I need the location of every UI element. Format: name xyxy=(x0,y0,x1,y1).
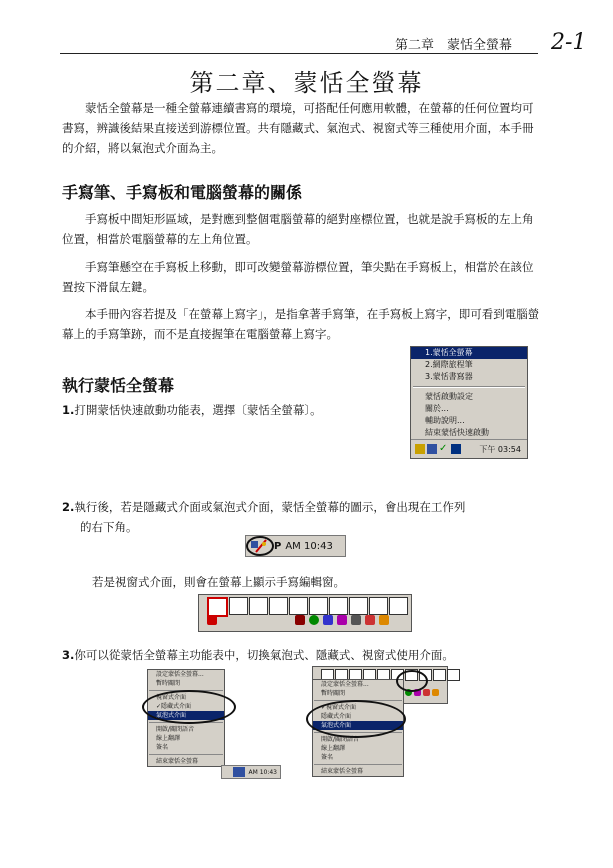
step-3-text: 你可以從蒙恬全螢幕主功能表中，切換氣泡式、隱藏式、視窗式使用介面。 xyxy=(74,648,454,662)
intro-paragraph: 蒙恬全螢幕是一種全螢幕連續書寫的環境，可搭配任何應用軟體，在螢幕的任何位置均可書寫，辨識後結果直接送到游標位置。共有隱藏式、氣泡式、視窗式等三種使用介面，本手冊的介紹，將以氣泡式介面為主。 xyxy=(62,101,534,155)
menu-item-hidden-mode[interactable]: 隱藏式介面 xyxy=(321,713,352,720)
system-tray xyxy=(411,439,527,458)
paragraph-pen-hover: 手寫筆懸空在手寫板上移動，即可改變螢幕游標位置，筆尖點在手寫板上，相當於在該位置按下滑鼠左鍵。 xyxy=(62,260,534,294)
writing-cell[interactable] xyxy=(369,597,388,615)
translate-icon[interactable] xyxy=(365,615,375,625)
quick-launch-menu xyxy=(410,346,528,459)
menu-item-window-mode[interactable]: 視窗式介面 xyxy=(156,694,187,701)
menu-item-voice[interactable]: 開啟/關閉語音 xyxy=(321,736,360,743)
paragraph-writing-on-screen: 本手冊內容若提及「在螢幕上寫字」，是指拿著手寫筆，在手寫板上寫字，即可看到電腦螢幕上的手寫筆跡，而不是直接握筆在電腦螢幕上寫字。 xyxy=(62,307,540,341)
settings-icon[interactable] xyxy=(432,689,439,696)
menu-separator xyxy=(413,386,525,388)
running-header-chapter: 第二章 蒙恬全螢幕 xyxy=(395,38,513,53)
page-number: 2-1 xyxy=(551,30,587,55)
section-heading-run: 執行蒙恬全螢幕 xyxy=(62,376,175,395)
window-toolbar xyxy=(207,615,389,625)
writing-cell[interactable] xyxy=(329,597,348,615)
writing-cell[interactable] xyxy=(229,597,248,615)
menu-item-web-pen[interactable]: 2.網際旅程筆 xyxy=(425,360,473,369)
writing-cell[interactable] xyxy=(447,669,460,681)
highlight-ellipse xyxy=(142,690,236,724)
writing-cell[interactable] xyxy=(289,597,308,615)
menu-item-translate[interactable]: 線上翻譯 xyxy=(321,745,346,752)
menu-item-pause[interactable]: 暫時關閉 xyxy=(156,680,181,687)
writing-cell[interactable] xyxy=(433,669,446,681)
menu-item-pause[interactable]: 暫時關閉 xyxy=(321,690,346,697)
stamp-icon[interactable] xyxy=(295,615,305,625)
header-rule xyxy=(60,53,538,54)
menu-separator xyxy=(149,754,223,755)
step-1-number: 1. xyxy=(62,403,75,417)
handwriting-edit-window xyxy=(198,594,412,632)
globe-icon[interactable] xyxy=(309,615,319,625)
menu-item-window-mode[interactable]: ✓視窗式介面 xyxy=(321,704,357,711)
menu-item-hidden-mode[interactable]: ✓隱藏式介面 xyxy=(156,703,192,710)
writing-cell[interactable] xyxy=(389,597,408,615)
translate-icon[interactable] xyxy=(423,689,430,696)
tray-time-small: AM 10:43 xyxy=(285,540,333,552)
highlight-ellipse xyxy=(306,700,406,738)
menu-separator xyxy=(314,764,402,765)
step-1-text: 打開蒙恬快速啟動功能表，選擇〔蒙恬全螢幕〕。 xyxy=(74,403,322,417)
step-3-number: 3. xyxy=(62,648,75,662)
tray-time-a: AM 10:43 xyxy=(248,768,277,776)
writing-cell[interactable] xyxy=(269,597,288,615)
taskbar-tray xyxy=(245,535,346,557)
pen-icon[interactable] xyxy=(323,615,333,625)
menu-item-exit-quick-launch[interactable]: 結束蒙恬快速啟動 xyxy=(425,428,489,437)
menu-item-help[interactable]: 輔助說明... xyxy=(425,416,465,425)
menu-item-voice[interactable]: 開啟/關閉語音 xyxy=(156,726,195,733)
writing-cell[interactable] xyxy=(207,597,228,617)
tray-clock: 下午 03:54 xyxy=(479,444,521,454)
step-2-line2: 的右下角。 xyxy=(80,520,138,534)
settings-icon[interactable] xyxy=(379,615,389,625)
menu-item-exit[interactable]: 結束蒙恬全螢幕 xyxy=(156,758,199,765)
menu-item-writer[interactable]: 3.蒙恬書寫器 xyxy=(425,372,473,381)
step-2-text-line1: 執行後，若是隱藏式介面或氣泡式介面，蒙恬全螢幕的圖示，會出現在工作列 xyxy=(74,500,466,514)
up-arrow-icon[interactable] xyxy=(207,615,217,625)
writing-cell[interactable] xyxy=(349,597,368,615)
step-2 xyxy=(62,497,465,517)
highlight-ellipse-small xyxy=(396,670,428,692)
menu-item-exit[interactable]: 結束蒙恬全螢幕 xyxy=(321,768,364,775)
section-heading-pen-tablet: 手寫筆、手寫板和電腦螢幕的關係 xyxy=(62,183,303,202)
signature-icon[interactable] xyxy=(337,615,347,625)
step-3 xyxy=(62,645,454,665)
writing-cell[interactable] xyxy=(309,597,328,615)
menu-item-translate[interactable]: 線上翻譯 xyxy=(156,735,181,742)
writing-cell[interactable] xyxy=(249,597,268,615)
menu-item-settings[interactable]: 設定蒙恬全螢幕... xyxy=(321,681,369,688)
menu-item-about[interactable]: 關於... xyxy=(425,404,449,413)
writing-cells xyxy=(207,597,409,617)
check-icon[interactable]: ✓ xyxy=(439,443,448,454)
step-1 xyxy=(62,400,322,420)
tray-letter: P xyxy=(274,540,282,552)
edit-icon[interactable] xyxy=(351,615,361,625)
input-method-icon[interactable] xyxy=(451,444,461,454)
penpower-icon[interactable] xyxy=(427,444,437,454)
paragraph-tablet-area: 手寫板中間矩形區域，是對應到整個電腦螢幕的絕對座標位置，也就是說手寫板的左上角位置，相當於電腦螢幕的左上角位置。 xyxy=(62,212,534,246)
menu-item-signature[interactable]: 簽名 xyxy=(156,744,169,751)
penpower-bubble-icon[interactable] xyxy=(246,536,274,556)
menu-item-bubble-mode[interactable]: 氣泡式介面 xyxy=(313,721,403,730)
menu-item-fullscreen[interactable]: 1.蒙恬全螢幕 xyxy=(411,347,527,359)
chapter-title: 第二章、蒙恬全螢幕 xyxy=(189,69,424,97)
step-2-window-mode: 若是視窗式介面，則會在螢幕上顯示手寫編輯窗。 xyxy=(92,575,345,589)
step-2-number: 2. xyxy=(62,500,75,514)
menu-item-startup-settings[interactable]: 蒙恬啟動設定 xyxy=(425,392,473,401)
taskbar-tray-small xyxy=(221,765,281,779)
penpower-icon[interactable] xyxy=(233,767,245,777)
menu-item-signature[interactable]: 簽名 xyxy=(321,754,334,761)
menu-item-settings[interactable]: 設定蒙恬全螢幕... xyxy=(156,671,204,678)
menu-item-bubble-mode[interactable]: 氣泡式介面 xyxy=(148,711,224,720)
speaker-icon[interactable] xyxy=(415,444,425,454)
